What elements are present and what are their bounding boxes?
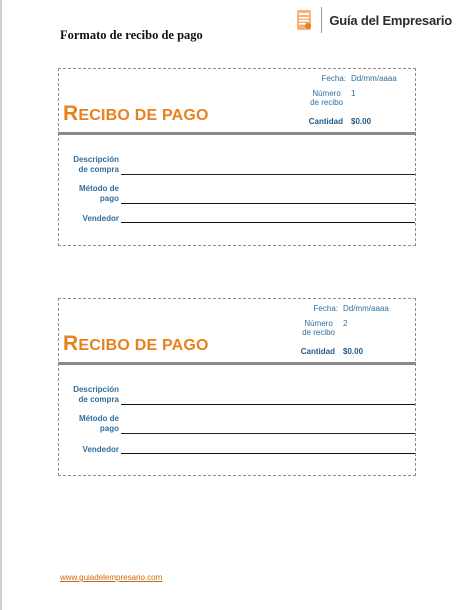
brand-divider (321, 7, 322, 33)
numero-label-line1: Número (304, 319, 333, 328)
numero-value: 1 (351, 89, 356, 98)
metodo-label-line2: pago (99, 194, 119, 203)
receipt-title-rest: ECIBO DE PAGO (78, 337, 209, 354)
vendedor-line[interactable] (121, 222, 415, 223)
vendedor-label: Vendedor (82, 445, 119, 454)
receipt-1 (58, 68, 416, 246)
descripcion-label-line1: Descripción (73, 155, 119, 164)
metodo-label (63, 184, 119, 204)
header-divider (58, 132, 416, 135)
metodo-line[interactable] (121, 433, 415, 434)
descripcion-label-line1: Descripción (73, 385, 119, 394)
website-link[interactable]: www.guiadelempresario.com (60, 573, 163, 582)
numero-label (302, 319, 335, 337)
metodo-label-line2: pago (99, 424, 119, 433)
fecha-label: Fecha: (321, 74, 346, 83)
descripcion-label-line2: de compra (78, 165, 119, 174)
receipt-title-rest: ECIBO DE PAGO (78, 107, 209, 124)
receipt-title (63, 104, 209, 126)
cantidad-value: $0.00 (351, 117, 372, 126)
descripcion-label (63, 155, 119, 175)
fecha-value: Dd/mm/aaaa (351, 74, 397, 83)
numero-label-line1: Número (312, 89, 341, 98)
receipt-title-initial: R (63, 102, 79, 125)
cantidad-label: Cantidad (300, 347, 335, 356)
header-divider (58, 362, 416, 365)
fecha-value: Dd/mm/aaaa (343, 304, 389, 313)
cantidad-value: $0.00 (343, 347, 364, 356)
fecha-label: Fecha: (313, 304, 338, 313)
brand-logo (295, 6, 452, 34)
receipt-title (63, 334, 209, 356)
metodo-label (63, 414, 119, 434)
numero-label-line2: de recibo (302, 328, 335, 337)
numero-label (310, 89, 343, 107)
numero-value: 2 (343, 319, 348, 328)
receipt-title-initial: R (63, 332, 79, 355)
cantidad-label: Cantidad (308, 117, 343, 126)
numero-label-line2: de recibo (310, 98, 343, 107)
brand-name: Guía del Empresario (329, 12, 452, 28)
vendedor-label: Vendedor (82, 214, 119, 223)
receipt-2 (58, 298, 416, 476)
metodo-line[interactable] (121, 203, 415, 204)
descripcion-label (63, 385, 119, 405)
document-title: Formato de recibo de pago (60, 28, 203, 42)
document-icon (295, 9, 313, 31)
descripcion-line[interactable] (121, 174, 415, 175)
metodo-label-line1: Método de (79, 414, 119, 423)
descripcion-label-line2: de compra (78, 395, 119, 404)
page-left-edge (0, 0, 2, 610)
vendedor-line[interactable] (121, 453, 415, 454)
descripcion-line[interactable] (121, 404, 415, 405)
metodo-label-line1: Método de (79, 184, 119, 193)
